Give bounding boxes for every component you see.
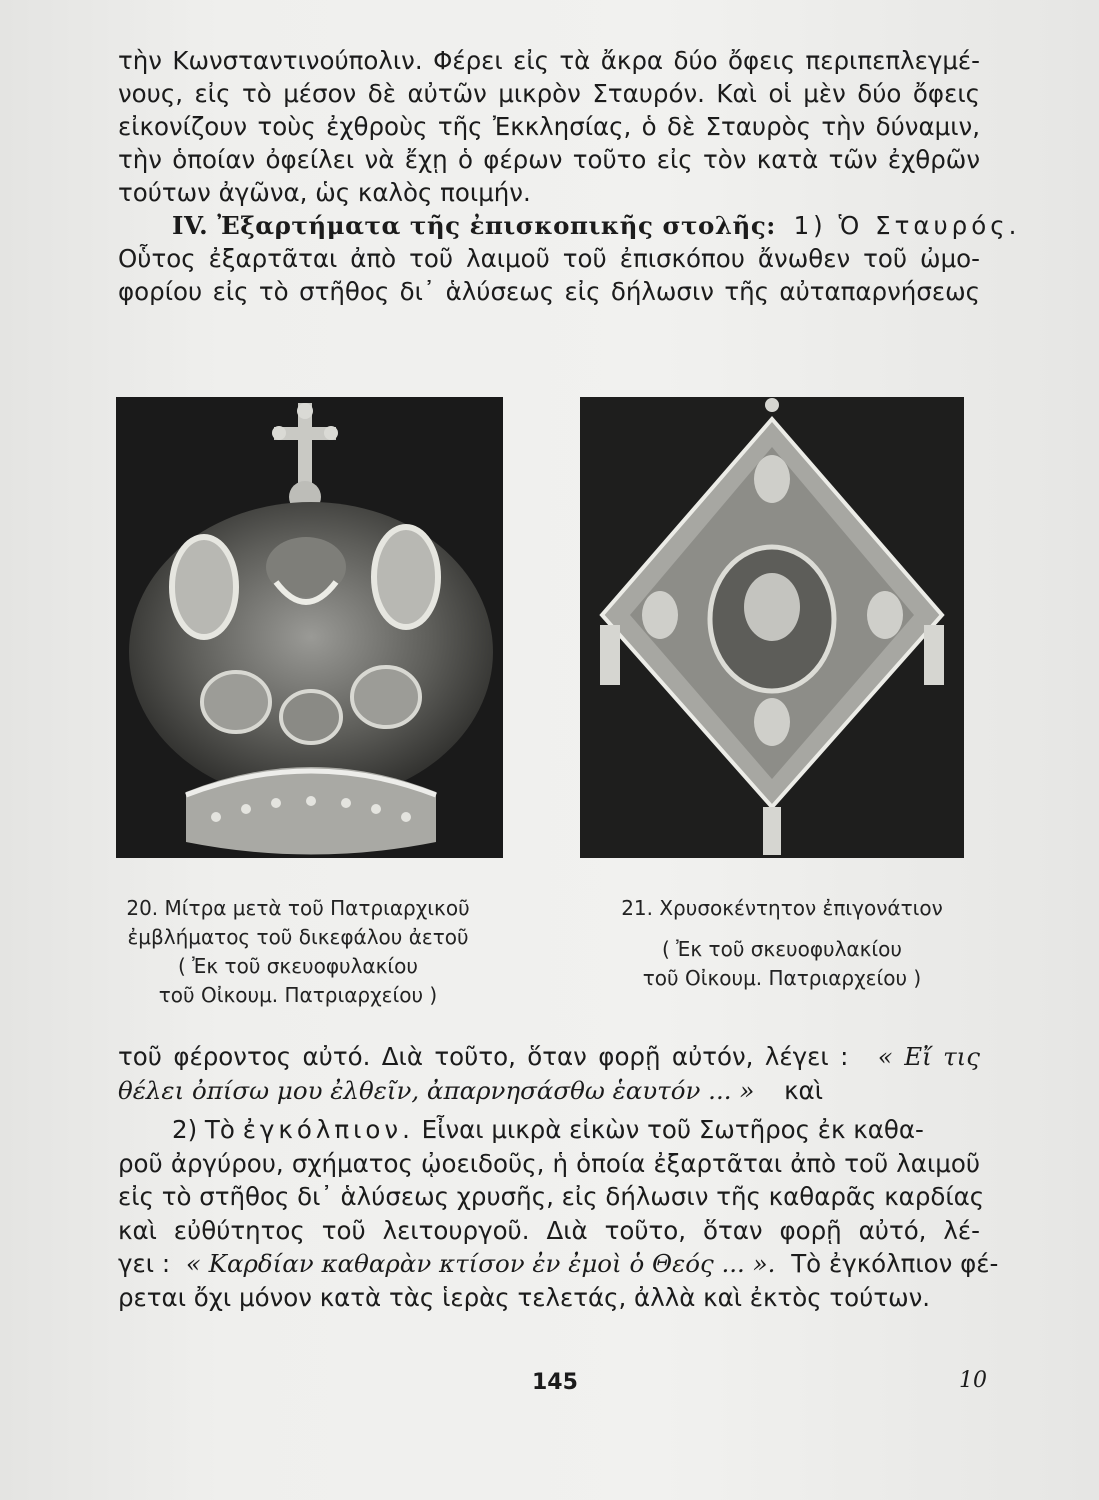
caption-line: 21. Χρυσοκέντητον ἐπιγονάτιον [621, 896, 943, 920]
text-line: νους, εἰς τὸ μέσον δὲ αὐτῶν μικρὸν Σταυρόν. Καὶ οἱ μὲν δύο ὄφεις [118, 79, 980, 108]
text-line: εἰς τὸ στῆθος δι᾽ ἁλύσεως χρυσῆς, εἰς δήλωσιν τῆς καθαρᾶς καρδίας [118, 1182, 985, 1211]
section-heading-item: 1) Ὁ Σταυρός. [793, 211, 1021, 240]
item-title: ἐγκόλπιον. [242, 1115, 414, 1144]
text-line-plain: Τὸ ἐγκόλπιον φέ- [791, 1249, 999, 1278]
text-line: τούτων ἀγῶνα, ὡς καλὸς ποιμήν. [118, 178, 531, 207]
section-heading-title: IV. Ἐξαρτήματα τῆς ἐπισκοπικῆς στολῆς: [172, 211, 776, 240]
paragraph-cross [118, 242, 980, 308]
epigonation-illustration [580, 397, 964, 858]
text-line: τὴν Κωνσταντινούπολιν. Φέρει εἰς τὰ ἄκρα δύο ὄφεις περιπεπλεγμέ- [118, 46, 980, 75]
text-line: Οὗτος ἐξαρτᾶται ἀπὸ τοῦ λαιμοῦ τοῦ ἐπισκόπου ἄνωθεν τοῦ ὠμο- [118, 244, 980, 273]
text-line [118, 1074, 980, 1108]
text-line [118, 1040, 980, 1074]
caption-line: ἐμβλήματος τοῦ δικεφάλου ἀετοῦ [127, 925, 469, 949]
top-text-block [118, 44, 1021, 308]
text-line: τὴν ὁποίαν ὀφείλει νὰ ἔχῃ ὁ φέρων τοῦτο εἰς τὸν κατὰ τῶν ἐχθρῶν [118, 145, 980, 174]
quote-text: θέλει ὀπίσω μου ἐλθεῖν, ἀπαρνησάσθω ἑαυτόν ... » [118, 1075, 755, 1105]
text-line-plain: Εἶναι μικρὰ εἰκὼν τοῦ Σωτῆρος ἐκ καθα- [421, 1115, 924, 1144]
section-heading [118, 209, 1021, 242]
epigonation-photo [580, 397, 964, 858]
mitre-photo [116, 397, 503, 858]
text-line: φορίου εἰς τὸ στῆθος δι᾽ ἁλύσεως εἰς δήλωσιν τῆς αὐταπαρνήσεως [118, 277, 980, 306]
caption-line: ( Ἐκ τοῦ σκευοφυλακίου [662, 937, 902, 961]
paragraph-encolpion [118, 1147, 985, 1248]
signature-mark: 10 [959, 1368, 987, 1393]
caption-line: ( Ἐκ τοῦ σκευοφυλακίου [178, 954, 418, 978]
mitre-illustration [116, 397, 503, 858]
caption-line: τοῦ Οἰκουμ. Πατριαρχείου ) [642, 966, 922, 990]
text-line-plain: καὶ [784, 1075, 823, 1105]
text-line-plain: γει : [118, 1249, 171, 1278]
text-line: εἰκονίζουν τοὺς ἐχθροὺς τῆς Ἐκκλησίας, ὁ δὲ Σταυρὸς τὴν δύναμιν, [118, 112, 980, 141]
bottom-text-block [118, 1040, 999, 1314]
text-line: ροῦ ἀργύρου, σχήματος ᾠοειδοῦς, ἡ ὁποία ἐξαρτᾶται ἀπὸ τοῦ λαιμοῦ [118, 1148, 980, 1178]
caption-line: 20. Μίτρα μετὰ τοῦ Πατριαρχικοῦ [126, 896, 470, 920]
figure-21-caption [598, 894, 966, 993]
text-line [118, 1247, 999, 1281]
text-line: ρεται ὄχι μόνον κατὰ τὰς ἱερὰς τελετάς, ἀλλὰ καὶ ἐκτὸς τούτων. [118, 1282, 931, 1312]
paragraph-serpents [118, 44, 980, 209]
caption-line: τοῦ Οἰκουμ. Πατριαρχείου ) [158, 983, 438, 1007]
quote-text: « Εἴ τις [877, 1042, 981, 1071]
page-number: 145 [532, 1370, 578, 1395]
text-line [118, 1113, 980, 1147]
figure-20-caption [118, 894, 478, 1010]
text-line: καὶ εὐθύτητος τοῦ λειτουργοῦ. Διὰ τοῦτο, ὅταν φορῇ αὐτό, λέ- [118, 1215, 980, 1245]
text-line-plain: τοῦ φέροντος αὐτό. Διὰ τοῦτο, ὅταν φορῇ αὐτόν, λέγει : [118, 1042, 849, 1071]
item-number: 2) Τὸ [172, 1115, 235, 1144]
quote-text: « Καρδίαν καθαρὰν κτίσον ἐν ἐμοὶ ὁ Θεός ... ». [185, 1249, 776, 1278]
